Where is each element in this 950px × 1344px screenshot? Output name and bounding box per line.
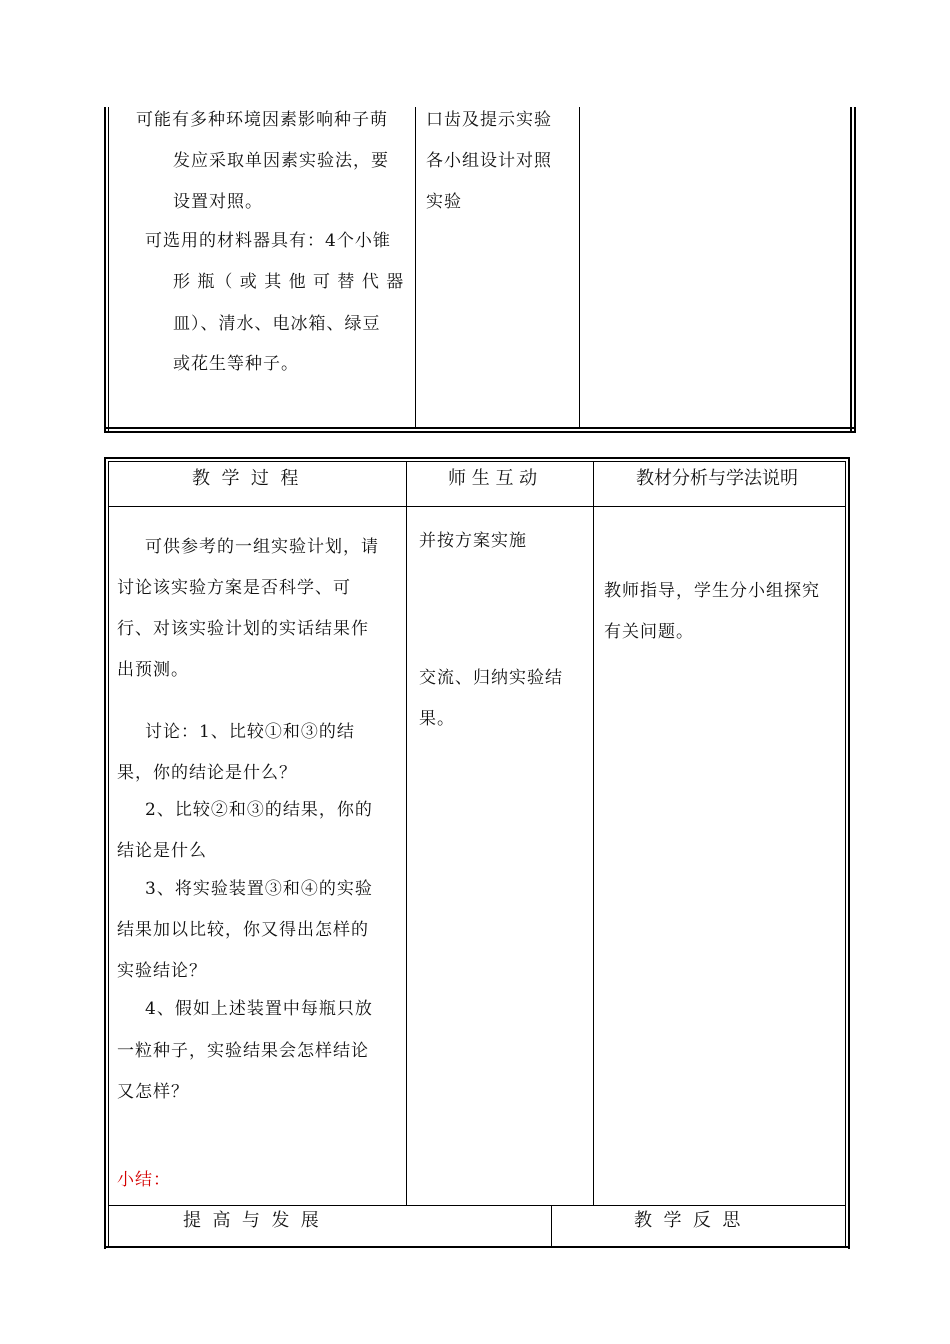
table1-bottom-border-outer bbox=[104, 431, 856, 433]
table1-col2-line: 实验 bbox=[426, 192, 462, 212]
table1-col2-line: 各小组设计对照 bbox=[426, 151, 552, 171]
table1-col1-line: 发应采取单因素实验法，要 bbox=[173, 151, 389, 171]
process-line: 出预测。 bbox=[117, 660, 189, 680]
header-material-analysis: 教材分析与学法说明 bbox=[636, 468, 798, 489]
table2-divider-2 bbox=[593, 461, 594, 1206]
process-line: 可供参考的一组实验计划，请 bbox=[145, 537, 379, 557]
table1-col1-line: 可选用的材料器具有：4个小锥 bbox=[145, 231, 391, 251]
analysis-line: 有关问题。 bbox=[604, 622, 694, 642]
header-teaching-process: 教 学 过 程 bbox=[192, 468, 299, 489]
process-line: 结果加以比较，你又得出怎样的 bbox=[117, 920, 369, 940]
table1-bottom-border bbox=[104, 427, 856, 429]
process-line: 讨论该实验方案是否科学、可 bbox=[117, 578, 351, 598]
table1-left-border bbox=[104, 107, 106, 433]
table1-col1-line: 设置对照。 bbox=[173, 192, 263, 212]
table1-col1-line: 皿）、清水、电冰箱、绿豆 bbox=[173, 314, 381, 334]
table2-left-border-outer bbox=[104, 457, 106, 1249]
interaction-line: 并按方案实施 bbox=[419, 531, 527, 551]
interaction-line: 交流、归纳实验结 bbox=[419, 668, 563, 688]
table1-col1-line: 可能有多种环境因素影响种子萌 bbox=[136, 110, 388, 130]
table1-divider-2 bbox=[579, 107, 580, 427]
summary-label: 小结： bbox=[117, 1170, 171, 1190]
footer-teaching-reflection: 教 学 反 思 bbox=[634, 1210, 741, 1231]
process-line: 行、对该实验计划的实话结果作 bbox=[117, 619, 369, 639]
analysis-line: 教师指导，学生分小组探究 bbox=[604, 581, 820, 601]
table2-top-border-outer bbox=[104, 457, 850, 459]
table1-right-border bbox=[850, 107, 852, 433]
table1-divider-1 bbox=[415, 107, 416, 427]
table2-right-border-outer bbox=[848, 457, 850, 1249]
process-line: 结论是什么 bbox=[117, 841, 207, 861]
table2-bottom-border bbox=[104, 1246, 850, 1248]
process-line: 又怎样？ bbox=[117, 1082, 189, 1102]
process-line: 4、假如上述装置中每瓶只放 bbox=[145, 999, 373, 1019]
table2-top-border-inner bbox=[108, 461, 846, 462]
table2-footer-col-divider bbox=[551, 1205, 552, 1247]
table2-divider-1 bbox=[406, 461, 407, 1206]
process-line: 讨论：1、比较①和③的结 bbox=[145, 722, 355, 742]
table2-header-divider bbox=[108, 506, 846, 507]
interaction-line: 果。 bbox=[419, 709, 455, 729]
header-teacher-student-interaction: 师 生 互 动 bbox=[448, 468, 538, 489]
footer-improvement-development: 提 高 与 发 展 bbox=[183, 1210, 319, 1231]
process-line: 实验结论？ bbox=[117, 961, 207, 981]
process-line: 果，你的结论是什么？ bbox=[117, 763, 297, 783]
table2-right-border-inner bbox=[845, 461, 846, 1247]
table1-right-border-outer bbox=[854, 107, 856, 433]
process-line: 一粒种子，实验结果会怎样结论 bbox=[117, 1041, 369, 1061]
table2-footer-divider bbox=[108, 1205, 846, 1206]
process-line: 3、将实验装置③和④的实验 bbox=[145, 879, 373, 899]
table1-left-border-inner bbox=[108, 107, 109, 433]
table1-col2-line: 口齿及提示实验 bbox=[426, 110, 552, 130]
table1-col1-line: 或花生等种子。 bbox=[173, 354, 299, 374]
process-line: 2、比较②和③的结果，你的 bbox=[145, 800, 373, 820]
table2-left-border-inner bbox=[108, 461, 109, 1247]
table1-col1-line: 形 瓶（ 或 其 他 可 替 代 器 bbox=[173, 272, 405, 292]
